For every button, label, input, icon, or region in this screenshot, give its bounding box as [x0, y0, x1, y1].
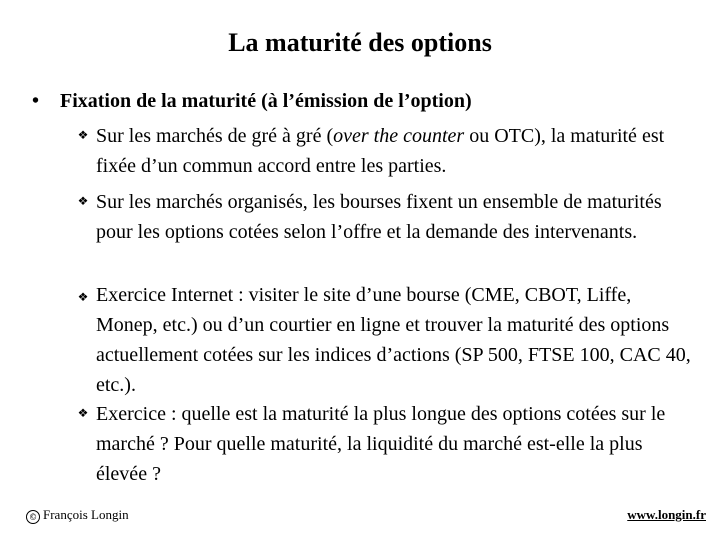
diamond-bullet-icon: ❖	[77, 194, 89, 208]
sub-item-3: Exercice Internet : visiter le site d’une bourse (CME, CBOT, Liffe, Monep, etc.) ou d’un courtier en ligne et trouver la maturité des options actuellement cotées sur les indices d’actions (SP 500, FTSE 100, CAC 40, etc.).	[96, 284, 691, 396]
footer-author	[26, 507, 129, 524]
main-bullet-text: Fixation de la maturité (à l’émission de l’option)	[60, 90, 472, 112]
sub-item-1-italic: over the counter	[333, 125, 465, 147]
sub-item-1	[96, 121, 696, 181]
sub-item-1-pre: Sur les marchés de gré à gré (	[96, 125, 334, 147]
diamond-bullet-icon: ❖	[77, 128, 89, 142]
diamond-bullet-icon: ❖	[77, 406, 89, 420]
sub-item-4: Exercice : quelle est la maturité la plus longue des options cotées sur le marché ? Pour quelle maturité, la liquidité du marché est-elle la plus élevée ?	[96, 403, 666, 485]
slide-title: La maturité des options	[228, 28, 492, 57]
website-link[interactable]: www.longin.fr	[627, 507, 706, 522]
bullet-dot-icon: •	[32, 90, 40, 112]
sub-item-2: Sur les marchés organisés, les bourses fixent un ensemble de maturités pour les options cotées selon l’offre et la demande des intervenants.	[96, 191, 662, 243]
sub-item-1-post: ou OTC), la maturité est fixée d’un commun accord entre les parties.	[96, 125, 665, 177]
author-name: François Longin	[43, 507, 129, 522]
copyright-icon: ©	[26, 510, 40, 524]
diamond-bullet-icon: ❖	[77, 290, 89, 304]
